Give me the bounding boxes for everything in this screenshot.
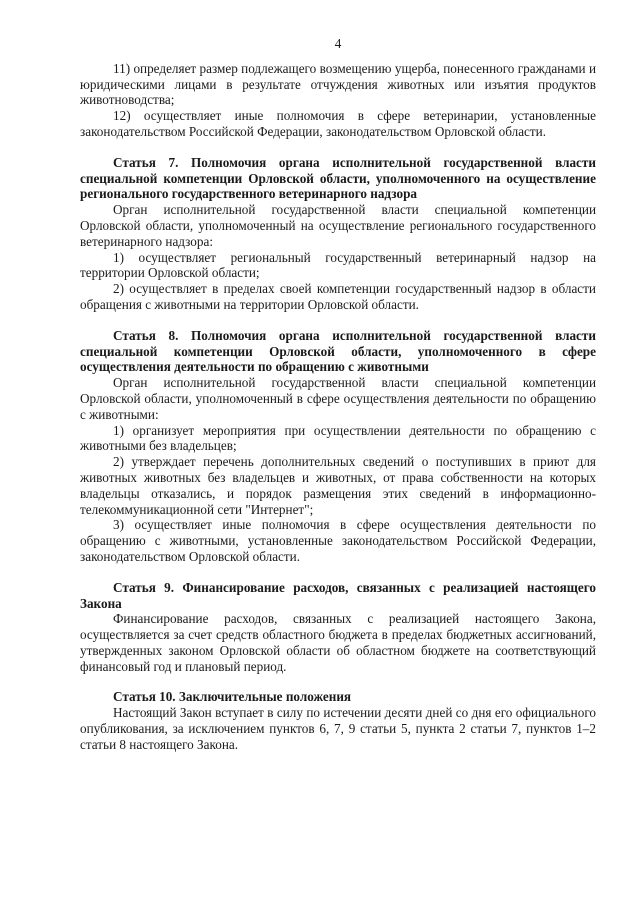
article-heading: Статья 8. Полномочия органа исполнительной государственной власти специальной компетенции Орловской области, уполномоченного в сфере осуществления деятельности по обращению с животными	[80, 327, 596, 375]
article-paragraph: Настоящий Закон вступает в силу по истечении десяти дней со дня его официального опубликования, за исключением пунктов 6, 7, 9 статьи 5, пункта 2 статьи 7, пунктов 1–2 статьи 8 настоящего Закона.	[80, 705, 596, 752]
list-item: 11) определяет размер подлежащего возмещению ущерба, понесенного гражданами и юридическими лицами в результате отчуждения животных или изъятия продуктов животноводства;	[80, 60, 596, 108]
article-10	[80, 689, 596, 752]
article-heading: Статья 7. Полномочия органа исполнительной государственной власти специальной компетенции Орловской области, уполномоченного на осуществление регионального государственного ветеринарного надзора	[80, 154, 596, 202]
article-paragraph: 1) осуществляет региональный государственный ветеринарный надзор на территории Орловской области;	[80, 249, 596, 281]
article-paragraph: 2) утверждает перечень дополнительных сведений о поступивших в приют для животных животных без владельцев и животных, от права собственности на которых владельцы отказались, и порядок размещения этих сведений в информационно-телекоммуникационной сети "Интернет";	[80, 454, 596, 517]
article-9	[80, 580, 596, 675]
article-paragraph: Орган исполнительной государственной власти специальной компетенции Орловской области, уполномоченный в сфере осуществления деятельности по обращению с животными:	[80, 375, 596, 422]
article-7	[80, 155, 596, 313]
article-paragraph: Орган исполнительной государственной власти специальной компетенции Орловской области, уполномоченный на осуществление регионального государственного ветеринарного надзора:	[80, 202, 596, 249]
article-heading: Статья 9. Финансирование расходов, связанных с реализацией настоящего Закона	[80, 579, 596, 611]
article-heading: Статья 10. Заключительные положения	[113, 689, 352, 705]
article-paragraph: 2) осуществляет в пределах своей компетенции государственный надзор в области обращения с животными на территории Орловской области.	[80, 281, 596, 312]
page-number: 4	[334, 36, 342, 51]
article-8	[80, 328, 596, 565]
article-paragraph: Финансирование расходов, связанных с реализацией настоящего Закона, осуществляется за счет средств областного бюджета в пределах бюджетных ассигнований, утвержденных законом Орловской области об областном бюджете на соответствующий финансовый год и плановый период.	[80, 611, 596, 674]
intro-items	[80, 61, 596, 140]
article-paragraph: 3) осуществляет иные полномочия в сфере осуществления деятельности по обращению с животными, установленные законодательством Российской Федерации, законодательством Орловской области.	[80, 517, 596, 564]
list-item: 12) осуществляет иные полномочия в сфере ветеринарии, установленные законодательством Российской Федерации, законодательством Орловской области.	[80, 108, 596, 139]
article-paragraph: 1) организует мероприятия при осуществлении деятельности по обращению с животными без владельцев;	[80, 422, 596, 454]
